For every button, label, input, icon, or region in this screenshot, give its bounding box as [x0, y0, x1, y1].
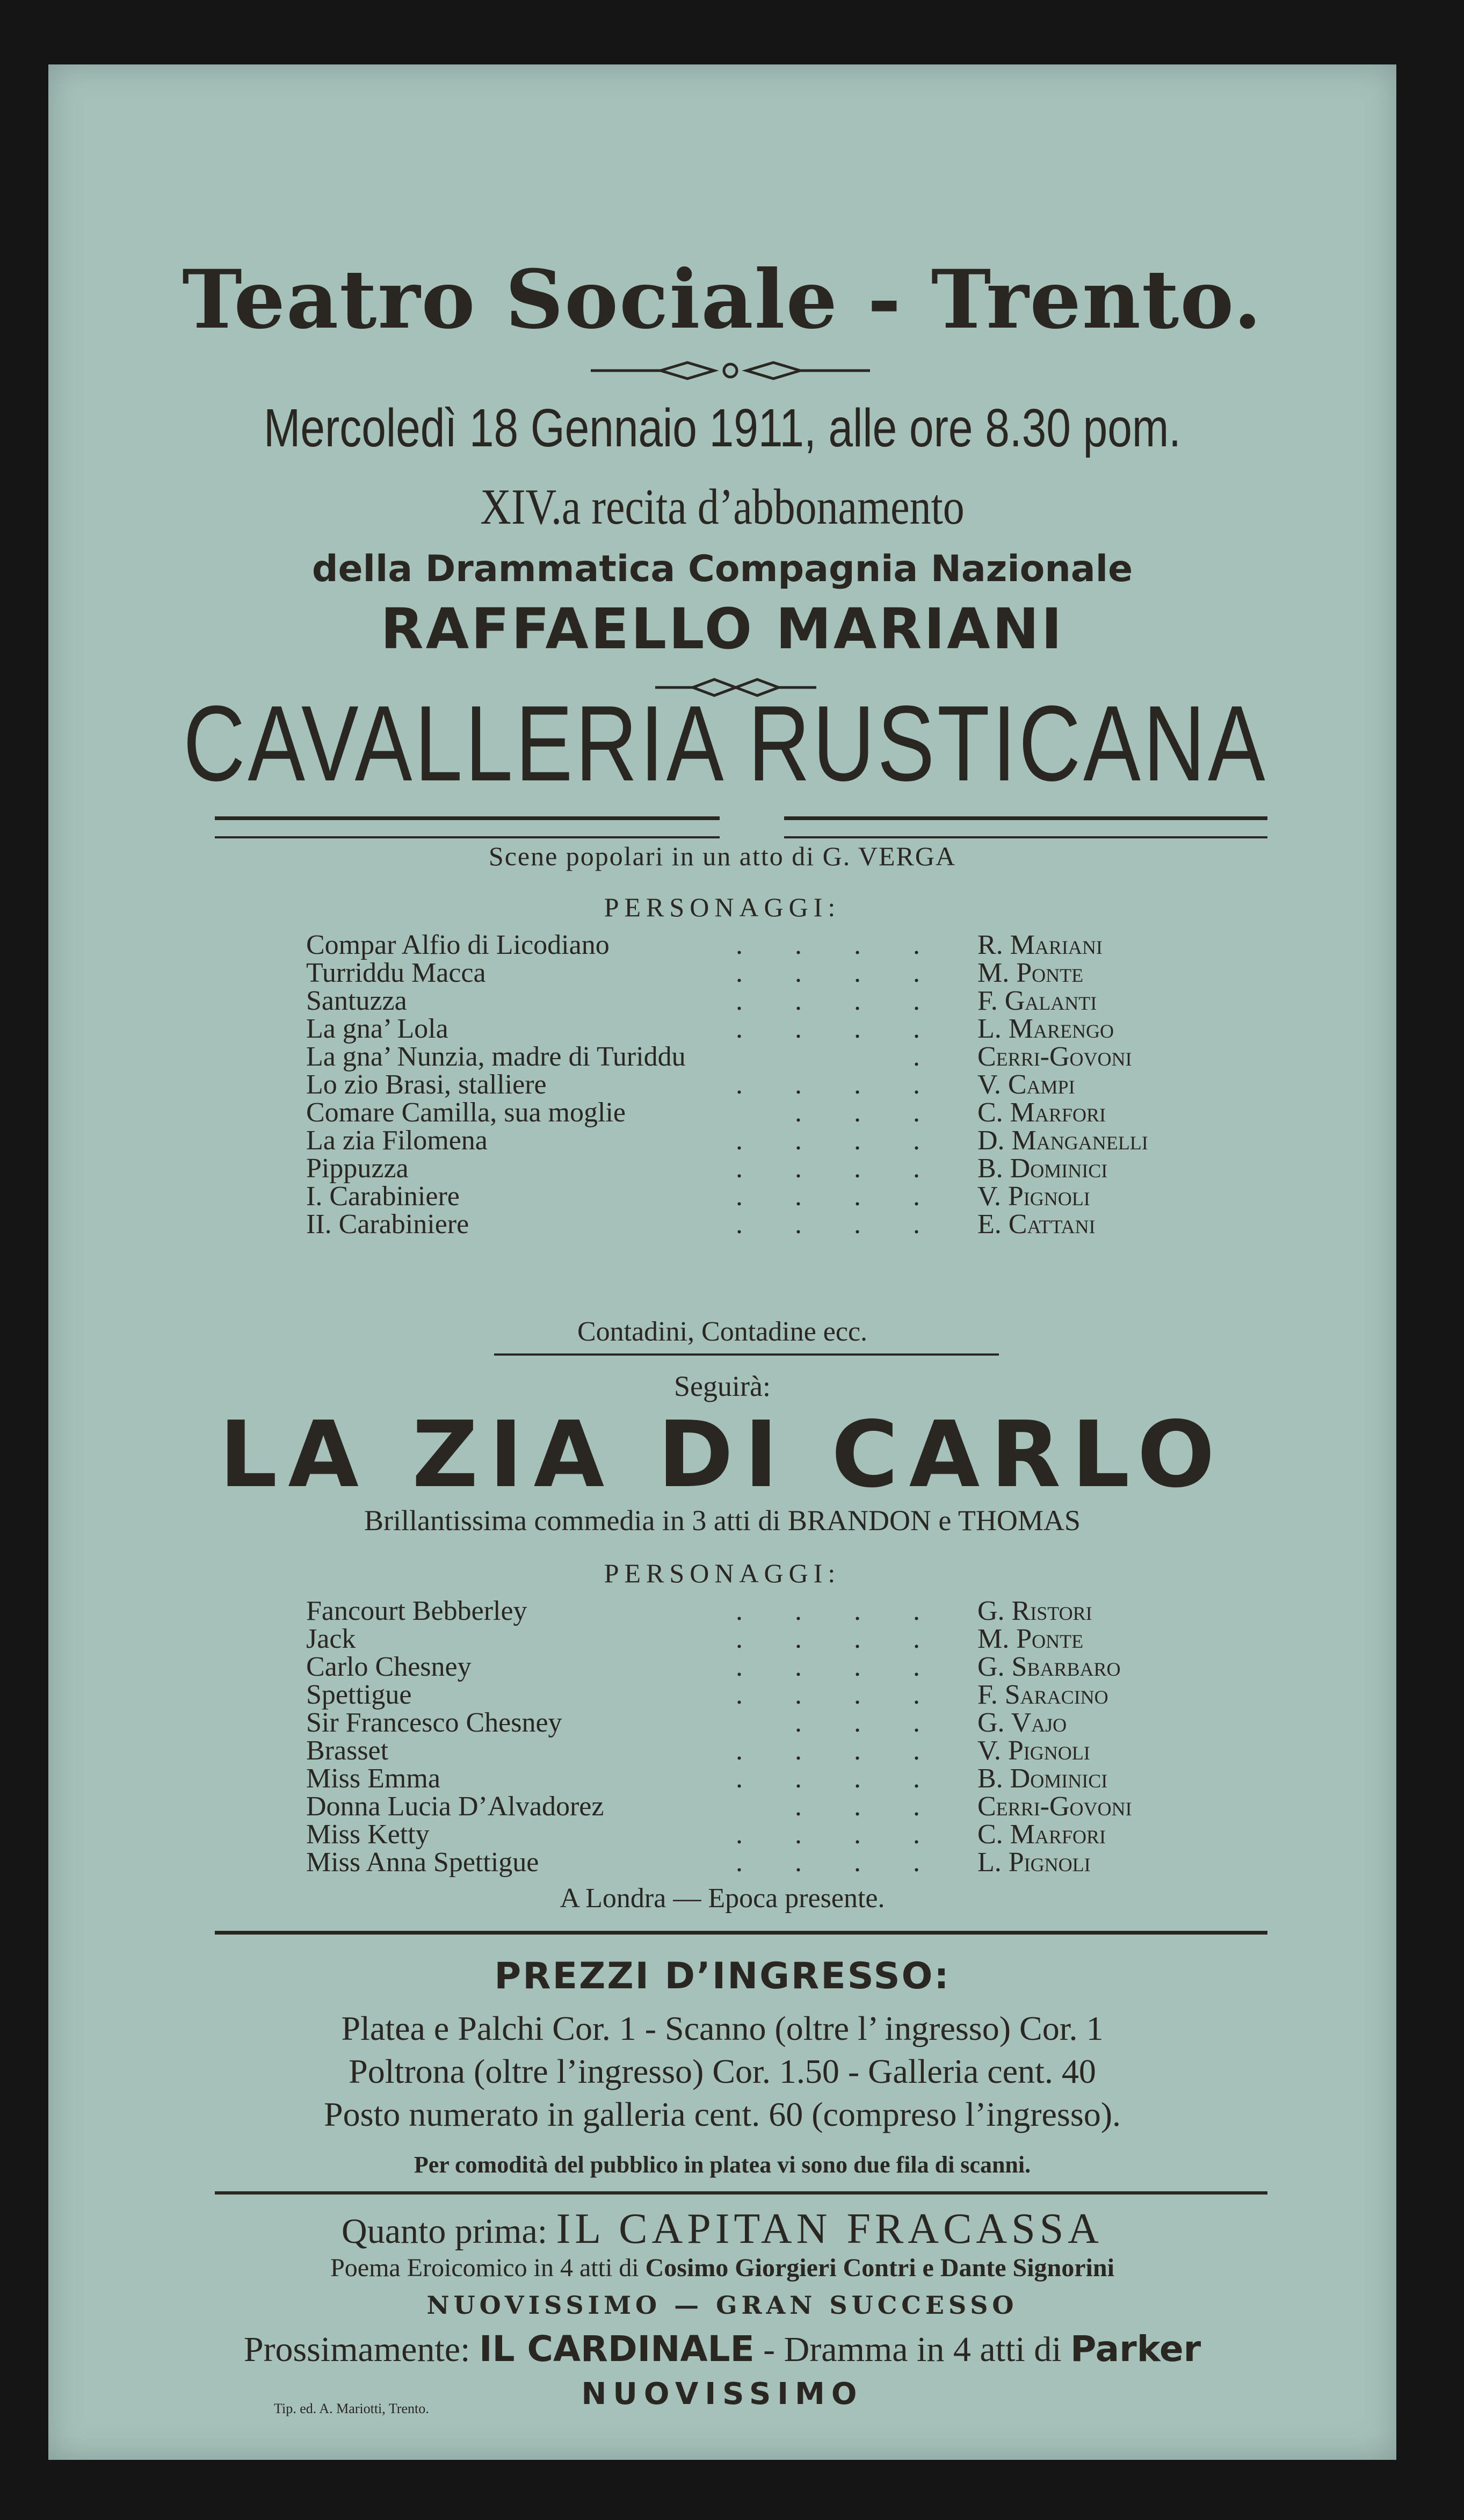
leader-dots: . . . . — [736, 1596, 920, 1626]
cast-role: Miss Ketty — [306, 1819, 430, 1850]
cast-row — [48, 1846, 1396, 1878]
play1-extras: Contadini, Contadine ecc. — [577, 1316, 868, 1347]
leader-dots: . . . . — [736, 1763, 920, 1794]
cast-row — [48, 957, 1396, 988]
play1-title: CAVALLERIA RUSTICANA — [183, 684, 1268, 803]
cast-row — [48, 1208, 1396, 1240]
short-rule — [494, 1353, 999, 1356]
seating-note: Per comodità del pubblico in platea vi sono due fila di scanni. — [414, 2152, 1031, 2178]
upcoming-play-2 — [48, 2328, 1396, 2370]
playbill-sheet — [48, 64, 1396, 2460]
cast-role: Sir Francesco Chesney — [306, 1707, 562, 1738]
play2-subtitle: Brillantissima commedia in 3 atti di BRANDON e THOMAS — [364, 1504, 1081, 1537]
upcoming-label-2: Prossimamente: — [243, 2330, 470, 2369]
cast-role: II. Carabiniere — [306, 1209, 469, 1240]
cast-role: Spettigue — [306, 1679, 412, 1710]
cast-row — [48, 1651, 1396, 1682]
cast-row — [48, 1707, 1396, 1738]
cast-actor: G. Ristori — [977, 1596, 1092, 1626]
prices-heading: PREZZI D’INGRESSO: — [494, 1955, 951, 1997]
leader-dots: . . . . — [736, 1847, 920, 1878]
cast-role: Miss Anna Spettigue — [306, 1847, 539, 1878]
cast-role: Santuzza — [306, 986, 407, 1016]
cast-row — [48, 1097, 1396, 1128]
cast-actor: B. Dominici — [977, 1153, 1108, 1184]
leader-dots: . . . . — [736, 1181, 920, 1212]
cast-actor: E. Cattani — [977, 1209, 1096, 1240]
cast-role: Lo zio Brasi, stalliere — [306, 1069, 547, 1100]
cast-row — [48, 1013, 1396, 1044]
printer-credit: Tip. ed. A. Mariotti, Trento. — [274, 2401, 429, 2416]
cast-role: Compar Alfio di Licodiano — [306, 930, 610, 960]
leader-dots: . . . . — [736, 1819, 920, 1850]
cast-row — [48, 1679, 1396, 1710]
leader-dots: . . . — [795, 1791, 920, 1822]
cast-row — [48, 929, 1396, 960]
cast-row — [48, 1791, 1396, 1822]
section-rule — [215, 2191, 1267, 2195]
cast-role: Brasset — [306, 1735, 389, 1766]
cast-actor: B. Dominici — [977, 1763, 1108, 1794]
cast-role: Jack — [306, 1624, 356, 1654]
price-line-1: Platea e Palchi Cor. 1 - Scanno (oltre l’ ingresso) Cor. 1 — [341, 2009, 1104, 2047]
cast-row — [48, 1041, 1396, 1072]
price-line-3: Posto numerato in galleria cent. 60 (compreso l’ingresso). — [323, 2095, 1121, 2133]
double-rule-left — [215, 816, 720, 838]
director-name: RAFFAELLO MARIANI — [380, 596, 1064, 662]
upcoming-label: Quanto prima: — [342, 2212, 548, 2251]
cast-role: Turriddu Macca — [306, 958, 486, 988]
cast-actor: C. Marfori — [977, 1097, 1106, 1128]
leader-dots: . . . . — [736, 1735, 920, 1766]
leader-dots: . . . . — [736, 1652, 920, 1682]
leader-dots: . . . . — [736, 1679, 920, 1710]
cast-actor: V. Pignoli — [977, 1735, 1090, 1766]
cast-actor: Cerri-Govoni — [977, 1041, 1132, 1072]
subscription-note: XIV.a recita d’abbonamento — [480, 479, 965, 535]
cast-actor: G. Sbarbaro — [977, 1652, 1121, 1682]
cast-row — [48, 1735, 1396, 1766]
cast-role: Carlo Chesney — [306, 1652, 472, 1682]
cast-row — [48, 1819, 1396, 1850]
cast-actor: L. Marengo — [977, 1013, 1114, 1044]
upcoming-play-1-desc — [48, 2253, 1396, 2283]
cast-actor: M. Ponte — [977, 1624, 1084, 1654]
cast-actor: F. Saracino — [977, 1679, 1108, 1710]
leader-dots: . . . — [795, 1707, 920, 1738]
upcoming-desc-2: - Dramma in 4 atti di — [763, 2330, 1062, 2369]
leader-dots: . . . . — [736, 1624, 920, 1654]
cast-row — [48, 1125, 1396, 1156]
upcoming-play-1-tag: NUOVISSIMO — GRAN SUCCESSO — [426, 2291, 1018, 2320]
leader-dots: . . . — [795, 1097, 920, 1128]
company-name: della Drammatica Compagnia Nazionale — [311, 548, 1133, 590]
cast-actor: G. Vajo — [977, 1707, 1067, 1738]
cast-row — [48, 1153, 1396, 1184]
cast-role: Donna Lucia D’Alvadorez — [306, 1791, 604, 1822]
cast-row — [48, 1069, 1396, 1100]
upcoming-authors: Cosimo Giorgieri Contri e Dante Signorini — [645, 2254, 1114, 2282]
upcoming-title: IL CAPITAN FRACASSA — [556, 2205, 1103, 2253]
ornament-divider — [48, 354, 1396, 387]
leader-dots: . — [913, 1041, 920, 1072]
cast-role: La gna’ Lola — [306, 1013, 448, 1044]
upcoming-desc: Poema Eroicomico in 4 atti di — [330, 2254, 639, 2282]
cast-actor: Cerri-Govoni — [977, 1791, 1132, 1822]
play1-subtitle: Scene popolari in un atto di G. VERGA — [488, 841, 956, 871]
cast-role: La gna’ Nunzia, madre di Turiddu — [306, 1041, 686, 1072]
price-line-2: Poltrona (oltre l’ingresso) Cor. 1.50 - Galleria cent. 40 — [349, 2052, 1096, 2090]
leader-dots: . . . . — [736, 958, 920, 988]
cast-actor: C. Marfori — [977, 1819, 1106, 1850]
leader-dots: . . . . — [736, 1209, 920, 1240]
upcoming-title-2: IL CARDINALE — [479, 2328, 755, 2370]
cast-role: La zia Filomena — [306, 1125, 488, 1156]
cast-actor: M. Ponte — [977, 958, 1084, 988]
cast-actor: V. Pignoli — [977, 1181, 1090, 1212]
cast-role: Miss Emma — [306, 1763, 440, 1794]
leader-dots: . . . . — [736, 1069, 920, 1100]
upcoming-play-2-tag: NUOVISSIMO — [581, 2377, 864, 2412]
cast-row — [48, 985, 1396, 1016]
cast-role: I. Carabiniere — [306, 1181, 460, 1212]
leader-dots: . . . . — [736, 1013, 920, 1044]
double-rule-right — [784, 816, 1267, 838]
cast-actor: V. Campi — [977, 1069, 1075, 1100]
upcoming-play-1 — [48, 2205, 1396, 2254]
cast-role: Comare Camilla, sua moglie — [306, 1097, 626, 1128]
section-rule — [215, 1931, 1267, 1935]
cast-row — [48, 1763, 1396, 1794]
leader-dots: . . . . — [736, 1153, 920, 1184]
play2-title: LA ZIA DI CARLO — [219, 1402, 1226, 1508]
cast-actor: L. Pignoli — [977, 1847, 1091, 1878]
double-rule — [215, 816, 1267, 838]
leader-dots: . . . . — [736, 930, 920, 960]
cast-role: Fancourt Bebberley — [306, 1596, 527, 1626]
theatre-title: Teatro Sociale - Trento. — [182, 252, 1263, 347]
cast-actor: F. Galanti — [977, 986, 1097, 1016]
leader-dots: . . . . — [736, 1125, 920, 1156]
leader-dots: . . . . — [736, 986, 920, 1016]
play2-personaggi-heading: PERSONAGGI: — [604, 1558, 841, 1588]
performance-date: Mercoledì 18 Gennaio 1911, alle ore 8.30 pom. — [264, 398, 1181, 458]
play2-setting: A Londra — Epoca presente. — [560, 1883, 885, 1914]
cast-actor: D. Manganelli — [977, 1125, 1148, 1156]
cast-actor: R. Mariani — [977, 930, 1103, 960]
cast-role: Pippuzza — [306, 1153, 409, 1184]
cast-row — [48, 1595, 1396, 1626]
cast-row — [48, 1623, 1396, 1654]
cast-row — [48, 1181, 1396, 1212]
upcoming-author-2: Parker — [1070, 2328, 1201, 2370]
play1-personaggi-heading: PERSONAGGI: — [604, 892, 841, 922]
seguira-label: Seguirà: — [674, 1370, 771, 1402]
